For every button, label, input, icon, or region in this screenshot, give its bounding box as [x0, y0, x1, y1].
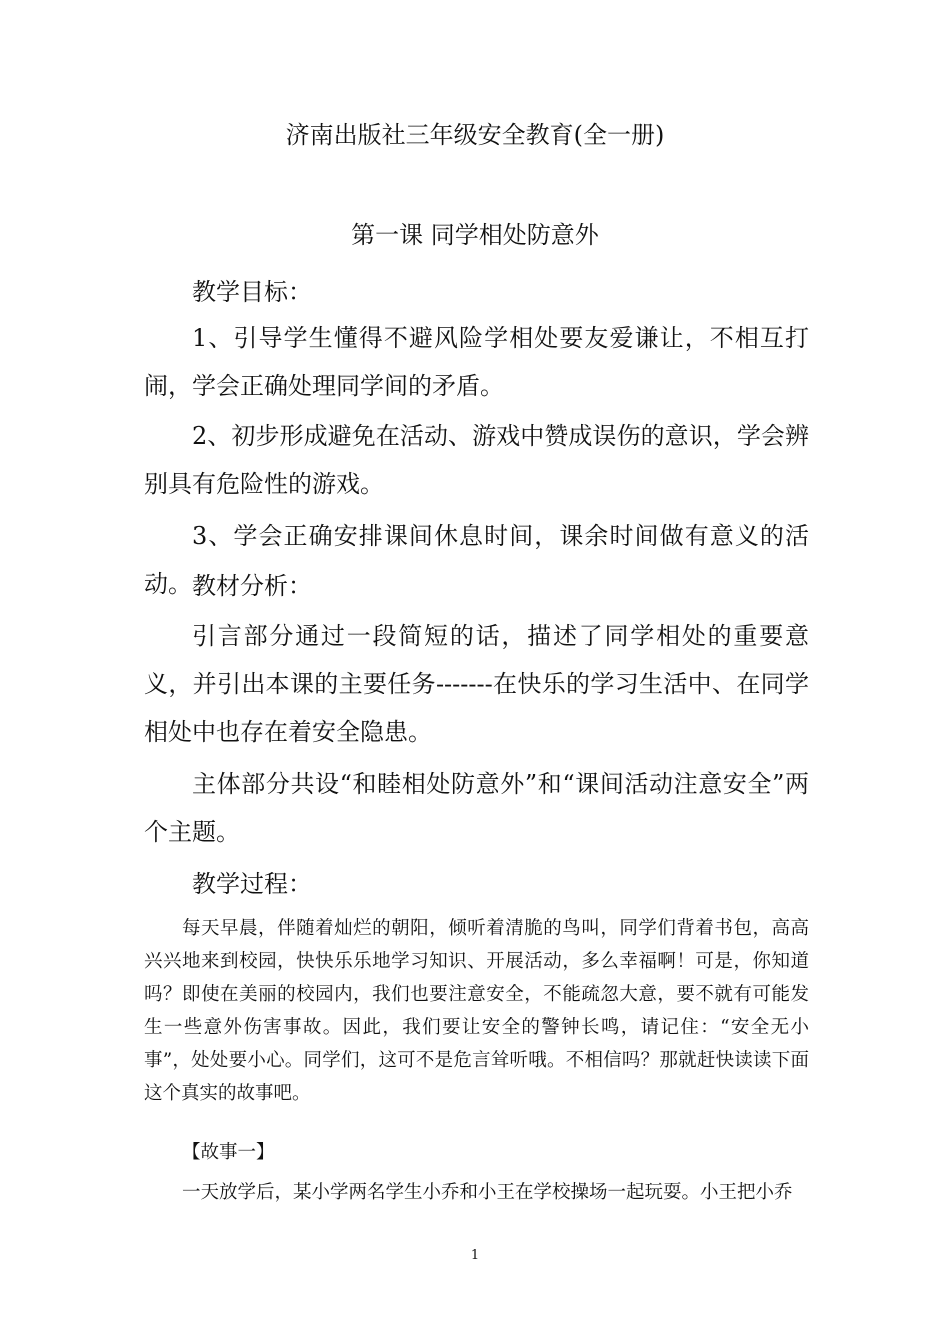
lesson-title: 第一课 同学相处防意外 [351, 221, 599, 249]
book-title: 济南出版社三年级安全教育(全一册) [285, 121, 665, 149]
story-paragraph: 一天放学后，某小学两名学生小乔和小王在学校操场一起玩耍。小王把小乔 [182, 1182, 793, 1203]
objective-3: 3、学会正确安排课间休息时间，课余时间做有意义的活动。 [144, 522, 809, 598]
story-heading: 【故事一】 [182, 1142, 275, 1163]
process-paragraph: 每天早晨，伴随着灿烂的朝阳，倾听着清脆的鸟叫，同学们背着书包，高高兴兴地来到校园，快快乐乐地学习知识、开展活动，多么幸福啊！可是，你知道吗？即使在美丽的校园内，我们也要注意安全，不能疏忽大意，要不就有可能发生一些意外伤害事故。因此，我们要让安全的警钟长鸣，请记住：“安全无小事”，处处要小心。同学们，这可不是危言耸听哦。不相信吗？那就赶快读读下面这个真实的故事吧。 [144, 918, 809, 1104]
objective-1: 1、引导学生懂得不避风险学相处要友爱谦让，不相互打闹，学会正确处理同学间的矛盾。 [144, 324, 809, 400]
analysis-paragraph-1: 引言部分通过一段简短的话，描述了同学相处的重要意义，并引出本课的主要任务-------在快乐的学习生活中、在同学相处中也存在着安全隐患。 [144, 622, 809, 746]
objectives-heading: 教学目标： [192, 278, 312, 306]
analysis-heading: 教材分析： [192, 572, 312, 600]
process-heading: 教学过程： [192, 870, 312, 898]
page-number: 1 [470, 1248, 480, 1263]
analysis-paragraph-2: 主体部分共设“和睦相处防意外”和“课间活动注意安全”两个主题。 [144, 770, 809, 846]
objective-2: 2、初步形成避免在活动、游戏中赞成误伤的意识，学会辨别具有危险性的游戏。 [144, 422, 809, 498]
